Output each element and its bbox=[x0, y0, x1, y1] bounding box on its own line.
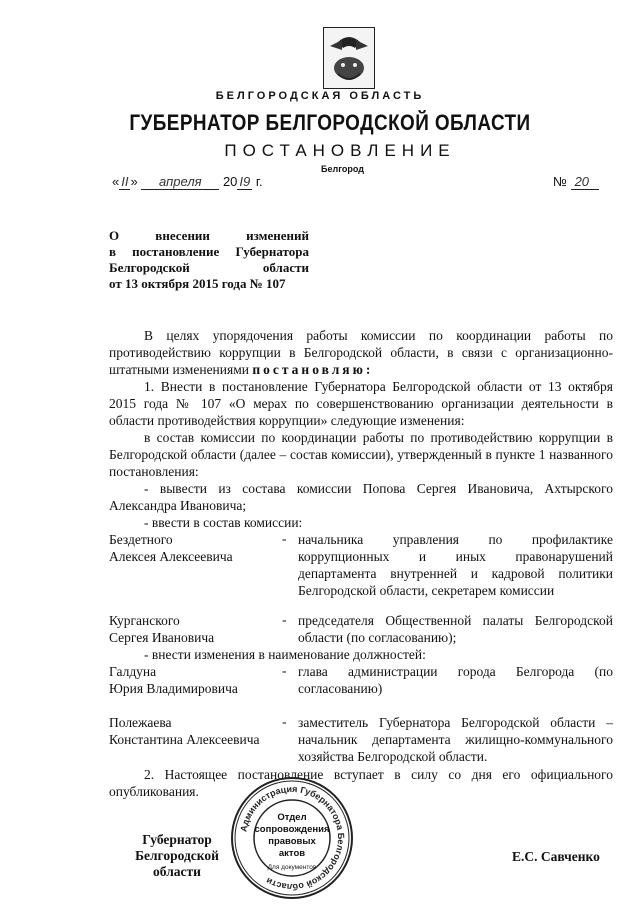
region-name: БЕЛГОРОДСКАЯ ОБЛАСТЬ bbox=[215, 90, 425, 102]
subject-line: Белгородской области bbox=[109, 260, 309, 275]
member-dash: - bbox=[282, 714, 287, 729]
item-1-paragraph: 1. Внести в постановление Губернатора Белгородской области от 13 октября 2015 года № 107 «О мерах по совершенствованию организации деятельности в области противодействия коррупции» следующие изменения: bbox=[109, 379, 613, 428]
coat-of-arms-icon bbox=[323, 27, 375, 89]
subject-line: О внесении изменений bbox=[109, 228, 309, 243]
number-value: 20 bbox=[571, 174, 599, 190]
signatory-name: Е.С. Савченко bbox=[512, 849, 600, 864]
document-type: ПОСТАНОВЛЕНИЕ bbox=[224, 141, 456, 160]
member-role: начальника управления по профилактике коррупционных и иных правонарушений департамента внутренней и кадровой политики Белгородской области, секретарем комиссии bbox=[298, 532, 613, 598]
member-given-names: Сергея Ивановича bbox=[109, 630, 215, 645]
member-surname: Бездетного bbox=[109, 532, 173, 547]
signatory-title-line: Белгородской области bbox=[135, 848, 219, 879]
member-given-names: Юрия Владимировича bbox=[109, 681, 238, 696]
member-given-names: Константина Алексеевича bbox=[109, 732, 260, 747]
change-heading: - внести изменения в наименование должностей: bbox=[144, 647, 426, 662]
subject-line: от 13 октября 2015 года № 107 bbox=[109, 276, 286, 291]
issuer-title: ГУБЕРНАТОР БЕЛГОРОДСКОЙ ОБЛАСТИ bbox=[129, 110, 531, 135]
member-role: председателя Общественной палаты Белгородской области (по согласованию); bbox=[298, 613, 613, 645]
item-2-paragraph: 2. Настоящее постановление вступает в силу со дня его официального опубликования. bbox=[109, 767, 613, 799]
item-1-text: в состав комиссии по координации работы по противодействию коррупции в Белгородской области (далее – состав комиссии), утвержденный в пункте 1 названного постановления: bbox=[109, 430, 613, 479]
member-name bbox=[109, 663, 238, 697]
intro-paragraph bbox=[109, 327, 613, 378]
stamp-ring-text: Администрация Губернатора Белгородской области bbox=[238, 783, 347, 893]
document-subject bbox=[109, 228, 309, 292]
document-number bbox=[553, 174, 599, 189]
stamp-line: Отдел bbox=[277, 812, 307, 823]
stamp-line: сопровождения bbox=[254, 824, 330, 835]
member-role: глава администрации города Белгорода (по согласованию) bbox=[298, 664, 613, 696]
member-given-names: Алексея Алексеевича bbox=[109, 549, 233, 564]
member-name bbox=[109, 531, 233, 565]
removal-paragraph: - вывести из состава комиссии Попова Сергея Ивановича, Ахтырского Александра Ивановича; bbox=[109, 481, 613, 513]
intro-keyword: постановляю: bbox=[252, 362, 374, 377]
date-year-prefix: 20 bbox=[222, 174, 238, 189]
date-year-mark: г. bbox=[255, 174, 263, 189]
stamp-line: правовых bbox=[268, 836, 316, 847]
date-day: II bbox=[121, 174, 129, 189]
member-surname: Галдуна bbox=[109, 664, 157, 679]
date-open-quote: « bbox=[112, 174, 120, 189]
number-label: № bbox=[553, 174, 567, 189]
member-surname: Курганского bbox=[109, 613, 180, 628]
member-dash: - bbox=[282, 663, 287, 678]
city-name: Белгород bbox=[321, 164, 364, 174]
intro-text: В целях упорядочения работы комиссии по координации работы по противодействию коррупции в Белгородской области, в связи с организационно-штатными изменениями bbox=[109, 328, 613, 377]
subject-line: в постановление Губернатора bbox=[109, 244, 309, 259]
member-dash: - bbox=[282, 531, 287, 546]
stamp-line: актов bbox=[278, 848, 306, 859]
date-close-quote: » bbox=[130, 174, 138, 189]
document-date bbox=[112, 174, 263, 190]
member-role: заместитель Губернатора Белгородской области – начальник департамента жилищно-коммунального хозяйства Белгородской области. bbox=[298, 715, 613, 764]
member-surname: Полежаева bbox=[109, 715, 172, 730]
date-year-suffix: I9 bbox=[239, 174, 251, 189]
member-name bbox=[109, 612, 214, 646]
official-stamp bbox=[230, 776, 354, 900]
signatory-title-line: Губернатор bbox=[142, 832, 212, 847]
date-month: апреля bbox=[141, 174, 219, 190]
addition-heading: - ввести в состав комиссии: bbox=[144, 515, 303, 530]
member-dash: - bbox=[282, 612, 287, 627]
signatory-title bbox=[112, 832, 242, 880]
stamp-bottom-text: Для документов bbox=[267, 864, 317, 871]
member-name bbox=[109, 714, 260, 748]
